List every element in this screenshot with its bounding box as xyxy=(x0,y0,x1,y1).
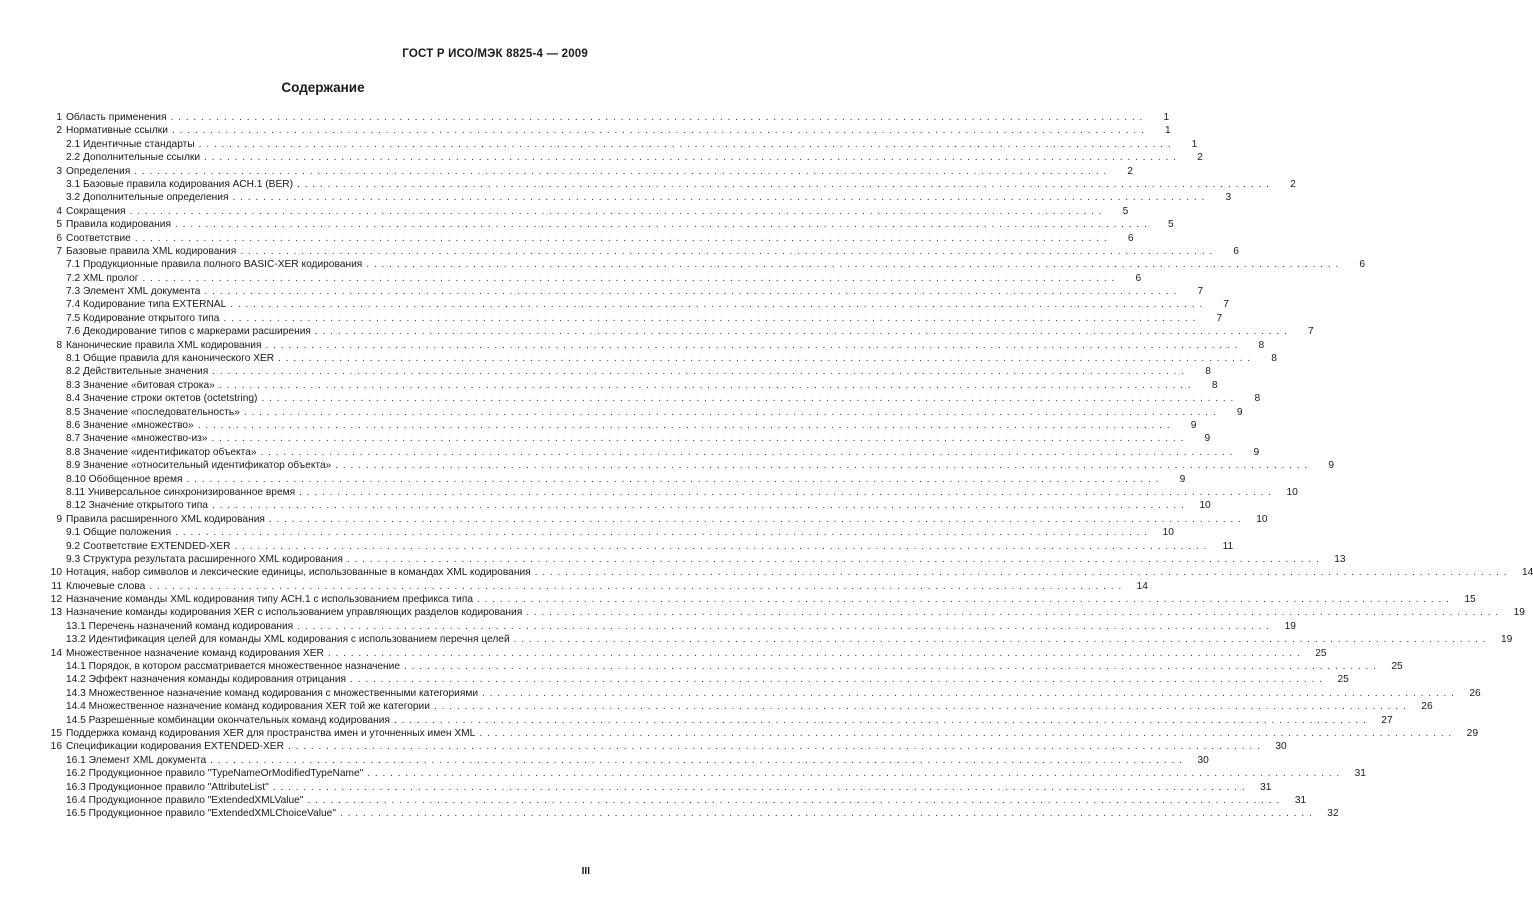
toc-entry-page: 10 xyxy=(1286,486,1298,498)
toc-entry xyxy=(44,419,1197,432)
toc-leader-dots xyxy=(204,285,1181,298)
toc-entry-page: 6 xyxy=(1135,272,1142,284)
toc-leader-dots xyxy=(335,459,1312,472)
toc-entry xyxy=(44,727,1479,740)
toc-leader-dots xyxy=(366,258,1343,271)
toc-entry-page: 10 xyxy=(1199,500,1211,512)
toc-entry xyxy=(44,352,1277,365)
toc-entry-label: 8.6 Значение «множество» xyxy=(66,419,194,431)
toc-leader-dots xyxy=(135,232,1112,245)
toc-entry-label: Спецификации кодирования EXTENDED-XER xyxy=(66,741,284,753)
toc-leader-dots xyxy=(149,580,1126,593)
standard-designation: ГОСТ Р ИСО/МЭК 8825-4 — 2009 xyxy=(402,48,588,60)
toc-entry-page: 9 xyxy=(1328,460,1334,472)
toc-leader-dots xyxy=(299,486,1276,499)
toc-entry-number: 1 xyxy=(56,112,62,123)
toc-entry-label: 16.1 Элемент XML документа xyxy=(66,754,207,766)
toc-entry-label: 7.3 Элемент XML документа xyxy=(66,286,201,298)
toc-entry-label: Назначение команды кодирования XER с использованием управляющих разделов кодирования xyxy=(66,607,523,619)
toc-entry xyxy=(44,392,1261,405)
toc-entry-page: 6 xyxy=(1233,245,1239,257)
page-folio: III xyxy=(581,866,590,877)
toc-entry xyxy=(44,432,1211,445)
toc-entry-page: 15 xyxy=(1464,594,1476,606)
toc-entry xyxy=(44,620,1296,633)
toc-entry-label: 8.11 Универсальное синхронизированное время xyxy=(66,486,296,498)
toc-entry-page: 14 xyxy=(1522,567,1533,579)
toc-entry-label: Назначение команды XML кодирования типу АСН.1 с использованием префикса типа xyxy=(66,594,474,606)
toc-entry xyxy=(44,178,1296,191)
toc-entry xyxy=(44,151,1203,164)
toc-entry-label: 16.5 Продукционное правило "ExtendedXMLChoiceValue" xyxy=(66,808,336,820)
toc-entry-label: 16.3 Продукционное правило "AttributeList" xyxy=(66,781,269,793)
toc-entry-page: 9 xyxy=(1190,419,1197,431)
toc-entry xyxy=(44,258,1365,271)
toc-entry-page: 8 xyxy=(1254,393,1261,405)
toc-leader-dots xyxy=(328,647,1305,660)
toc-entry-label: 16.4 Продукционное правило "ExtendedXMLValue" xyxy=(66,794,304,806)
toc-leader-dots xyxy=(230,298,1207,311)
toc-entry-page: 1 xyxy=(1163,112,1170,123)
toc-entry-page: 8 xyxy=(1211,379,1218,391)
toc-entry xyxy=(44,379,1218,392)
toc-entry-page: 30 xyxy=(1275,741,1287,753)
toc-entry-label: Правила расширенного XML кодирования xyxy=(66,513,265,525)
toc-entry xyxy=(44,540,1234,553)
toc-entry-page: 7 xyxy=(1223,299,1229,311)
toc-leader-dots xyxy=(234,540,1211,553)
toc-entry-page: 19 xyxy=(1501,634,1513,646)
toc-entry xyxy=(44,673,1349,686)
toc-entry-page: 3 xyxy=(1225,192,1232,204)
toc-entry-number: 8 xyxy=(56,339,62,351)
toc-leader-dots xyxy=(514,633,1491,646)
toc-leader-dots xyxy=(223,312,1200,325)
toc-entry xyxy=(44,633,1513,646)
toc-leader-dots xyxy=(172,124,1149,137)
toc-entry xyxy=(44,486,1298,499)
toc-entry-page: 8 xyxy=(1271,353,1277,365)
toc-leader-dots xyxy=(535,566,1512,579)
toc-entry-label: Множественное назначение команд кодирования XER xyxy=(66,647,324,659)
toc-entry-number: 2 xyxy=(56,125,62,137)
toc-entry xyxy=(44,794,1307,807)
toc-leader-dots xyxy=(266,339,1243,352)
toc-entry-label: 7.2 XML пролог xyxy=(66,272,139,284)
toc-entry xyxy=(44,754,1209,767)
toc-leader-dots xyxy=(273,781,1250,794)
toc-entry-page: 29 xyxy=(1466,727,1479,739)
toc-entry xyxy=(44,124,1171,137)
toc-entry xyxy=(44,232,1134,245)
toc-entry-page: 25 xyxy=(1337,674,1349,686)
toc-leader-dots xyxy=(198,419,1175,432)
toc-entry-page: 27 xyxy=(1381,714,1393,726)
toc-entry xyxy=(44,781,1272,794)
toc-entry-page: 32 xyxy=(1327,808,1339,820)
toc-entry xyxy=(44,606,1525,619)
toc-entry xyxy=(44,339,1265,352)
toc-entry xyxy=(44,459,1334,472)
toc-entry-page: 5 xyxy=(1122,205,1129,217)
toc-entry xyxy=(44,647,1327,660)
toc-entry-number: 10 xyxy=(50,567,62,579)
toc-entry-label: 9.1 Общие положения xyxy=(66,527,172,539)
toc-entry-page: 26 xyxy=(1469,687,1481,699)
toc-leader-dots xyxy=(142,272,1119,285)
toc-entry xyxy=(44,473,1186,486)
toc-entry xyxy=(44,593,1476,606)
toc-entry xyxy=(44,687,1481,700)
toc-leader-dots xyxy=(219,379,1196,392)
toc-entry xyxy=(44,566,1533,579)
toc-entry-number: 4 xyxy=(56,205,62,217)
toc-entry-page: 30 xyxy=(1197,754,1209,766)
toc-leader-dots xyxy=(340,807,1317,820)
toc-leader-dots xyxy=(175,218,1152,231)
toc-leader-dots xyxy=(261,446,1238,459)
toc-entry-page: 25 xyxy=(1391,661,1403,673)
toc-entry-label: 8.5 Значение «последовательность» xyxy=(66,406,240,418)
toc-entry xyxy=(44,111,1170,124)
toc-leader-dots xyxy=(240,245,1217,258)
toc-entry-number: 3 xyxy=(56,165,62,177)
toc-entry-page: 1 xyxy=(1191,138,1198,150)
toc-entry xyxy=(44,714,1393,727)
toc-leader-dots xyxy=(278,352,1255,365)
toc-leader-dots xyxy=(315,325,1292,338)
toc-entry-page: 8 xyxy=(1258,339,1265,351)
toc-leader-dots xyxy=(297,620,1274,633)
toc-entry xyxy=(44,272,1142,285)
toc-entry-label: 9.2 Соответствие EXTENDED-XER xyxy=(66,540,231,552)
toc-entry xyxy=(44,580,1148,593)
toc-leader-dots xyxy=(204,151,1181,164)
toc-entry-number: 16 xyxy=(50,741,62,753)
toc-entry-page: 31 xyxy=(1260,781,1272,793)
toc-entry-label: 3.2 Дополнительные определения xyxy=(66,192,229,204)
toc-entry-page: 10 xyxy=(1256,513,1268,525)
toc-entry xyxy=(44,499,1211,512)
toc-entry xyxy=(44,138,1198,151)
toc-entry-label: 3.1 Базовые правила кодирования АСН.1 (BER) xyxy=(66,178,294,190)
toc-entry xyxy=(44,245,1239,258)
toc-entry-number: 11 xyxy=(51,580,62,592)
toc-entry-label: 7.4 Кодирование типа EXTERNAL xyxy=(66,299,227,311)
toc-leader-dots xyxy=(261,392,1238,405)
toc-entry-page: 11 xyxy=(1222,540,1234,552)
toc-entry xyxy=(44,526,1174,539)
toc-leader-dots xyxy=(307,794,1284,807)
toc-leader-dots xyxy=(210,754,1187,767)
toc-entry-label: 2.1 Идентичные стандарты xyxy=(66,138,195,150)
toc-entry-label: Нотация, набор символов и лексические единицы, использованные в командах XML кодирования xyxy=(66,567,531,579)
toc-entry-page: 9 xyxy=(1204,433,1211,445)
toc-entry-number: 12 xyxy=(50,594,62,606)
toc-entry xyxy=(44,285,1204,298)
toc-leader-dots xyxy=(367,767,1344,780)
toc-leader-dots xyxy=(477,593,1454,606)
toc-entry-label: 8.10 Обобщенное время xyxy=(66,473,183,485)
toc-entry-label: 7.6 Декодирование типов с маркерами расширения xyxy=(66,326,311,338)
toc-entry xyxy=(44,700,1433,713)
toc-entry-label: 14.4 Множественное назначение команд кодирования XER той же категории xyxy=(66,701,430,713)
toc-leader-dots xyxy=(482,687,1459,700)
toc-entry xyxy=(44,513,1268,526)
toc-entry-label: Канонические правила XML кодирования xyxy=(66,339,262,351)
toc-entry-label: 9.3 Структура результата расширенного XML кодирования xyxy=(66,553,343,565)
toc-entry xyxy=(44,740,1287,753)
toc-entry-label: Определения xyxy=(66,165,131,177)
toc-entry xyxy=(44,365,1211,378)
toc-leader-dots xyxy=(394,714,1371,727)
toc-leader-dots xyxy=(347,553,1324,566)
toc-entry-label: Область применения xyxy=(66,112,167,123)
toc-entry-label: Соответствие xyxy=(66,232,131,244)
toc-entry-page: 8 xyxy=(1205,366,1211,378)
toc-entry-number: 9 xyxy=(56,513,62,525)
toc-entry-label: 13.2 Идентификация целей для команды XML кодирования с использованием перечня целей xyxy=(66,634,510,646)
toc-entry-label: 8.1 Общие правила для канонического XER xyxy=(66,353,275,365)
toc-leader-dots xyxy=(269,513,1246,526)
toc-entry-label: Поддержка команд кодирования XER для пространства имен и уточненных имен XML xyxy=(66,727,476,739)
toc-leader-dots xyxy=(404,660,1381,673)
toc-entry xyxy=(44,406,1243,419)
toc-entry-label: Базовые правила XML кодирования xyxy=(66,245,237,257)
toc-entry-page: 5 xyxy=(1168,219,1174,231)
toc-leader-dots xyxy=(187,473,1164,486)
toc-entry-page: 7 xyxy=(1216,312,1223,324)
toc-leader-dots xyxy=(244,406,1221,419)
toc-leader-dots xyxy=(212,365,1189,378)
toc-entry xyxy=(44,807,1339,820)
toc-entry-page: 7 xyxy=(1197,286,1204,298)
toc-leader-dots xyxy=(526,606,1503,619)
toc-entry-page: 31 xyxy=(1294,794,1307,806)
table-of-contents xyxy=(44,111,1533,821)
toc-entry-label: Ключевые слова xyxy=(66,580,146,592)
toc-leader-dots xyxy=(170,111,1147,124)
toc-entry-label: 14.5 Разрешенные комбинации окончательных команд кодирования xyxy=(66,714,390,726)
toc-entry xyxy=(44,660,1403,673)
toc-leader-dots xyxy=(297,178,1274,191)
toc-entry xyxy=(44,298,1229,311)
toc-entry-number: 15 xyxy=(50,727,62,739)
toc-entry-label: 8.12 Значение открытого типа xyxy=(66,500,208,512)
toc-entry-number: 5 xyxy=(56,219,62,231)
toc-leader-dots xyxy=(199,138,1176,151)
toc-entry-label: 8.7 Значение «множество-из» xyxy=(66,433,208,445)
toc-entry-label: 7.1 Продукционные правила полного BASIC-XER кодирования xyxy=(66,259,363,271)
toc-entry xyxy=(44,325,1314,338)
toc-entry-page: 2 xyxy=(1127,165,1133,177)
toc-leader-dots xyxy=(130,205,1107,218)
toc-entry-label: 14.1 Порядок, в котором рассматривается множественное назначение xyxy=(66,661,401,673)
toc-entry xyxy=(44,553,1346,566)
toc-entry-page: 10 xyxy=(1162,527,1174,539)
toc-leader-dots xyxy=(232,191,1209,204)
toc-leader-dots xyxy=(211,432,1188,445)
toc-entry-page: 31 xyxy=(1354,768,1366,780)
toc-entry xyxy=(44,191,1232,204)
toc-entry-page: 1 xyxy=(1164,125,1171,137)
page-title: Содержание xyxy=(281,80,365,95)
toc-entry-number: 13 xyxy=(50,607,62,619)
toc-leader-dots xyxy=(212,499,1189,512)
toc-entry-label: 2.2 Дополнительные ссылки xyxy=(66,152,201,164)
toc-entry-number: 14 xyxy=(50,647,62,659)
toc-leader-dots xyxy=(350,673,1327,686)
toc-entry xyxy=(44,218,1174,231)
toc-entry-label: 8.4 Значение строки октетов (octetstring) xyxy=(66,393,258,405)
toc-entry-page: 14 xyxy=(1136,580,1148,592)
toc-leader-dots xyxy=(479,727,1456,740)
toc-entry xyxy=(44,767,1366,780)
toc-entry-label: Правила кодирования xyxy=(66,219,171,231)
toc-entry xyxy=(44,165,1133,178)
toc-entry-page: 7 xyxy=(1307,326,1314,338)
toc-entry xyxy=(44,205,1129,218)
toc-entry-label: 16.2 Продукционное правило "TypeNameOrModifiedTypeName" xyxy=(66,768,364,780)
toc-entry-page: 13 xyxy=(1334,553,1346,565)
toc-leader-dots xyxy=(434,700,1411,713)
toc-entry-page: 9 xyxy=(1179,473,1186,485)
toc-entry-number: 7 xyxy=(56,245,62,257)
toc-entry-label: 14.2 Эффект назначения команды кодирования отрицания xyxy=(66,674,347,686)
toc-entry xyxy=(44,312,1223,325)
toc-entry-page: 6 xyxy=(1359,259,1365,271)
toc-leader-dots xyxy=(288,740,1265,753)
toc-entry-page: 6 xyxy=(1127,232,1134,244)
toc-entry-page: 19 xyxy=(1284,620,1296,632)
toc-entry-label: Сокращения xyxy=(66,205,126,217)
toc-entry xyxy=(44,446,1260,459)
toc-entry-page: 19 xyxy=(1513,607,1525,619)
toc-entry-label: 7.5 Кодирование открытого типа xyxy=(66,312,220,324)
toc-entry-page: 9 xyxy=(1253,446,1260,458)
toc-entry-label: 8.9 Значение «относительный идентификатор объекта» xyxy=(66,460,332,472)
toc-leader-dots xyxy=(175,526,1152,539)
toc-entry-page: 2 xyxy=(1197,152,1203,164)
toc-entry-page: 9 xyxy=(1236,406,1243,418)
toc-entry-number: 6 xyxy=(56,232,62,244)
toc-entry-label: 8.3 Значение «битовая строка» xyxy=(66,379,215,391)
toc-entry-label: 14.3 Множественное назначение команд кодирования с множественными категориями xyxy=(66,687,479,699)
toc-entry-page: 25 xyxy=(1315,647,1327,659)
toc-leader-dots xyxy=(134,165,1111,178)
toc-entry-page: 2 xyxy=(1290,178,1296,190)
toc-entry-label: 8.8 Значение «идентификатор объекта» xyxy=(66,446,257,458)
toc-entry-label: 8.2 Действительные значения xyxy=(66,366,209,378)
toc-entry-label: Нормативные ссылки xyxy=(66,125,168,137)
toc-entry-label: 13.1 Перечень назначений команд кодирования xyxy=(66,620,294,632)
toc-entry-page: 26 xyxy=(1421,701,1433,713)
